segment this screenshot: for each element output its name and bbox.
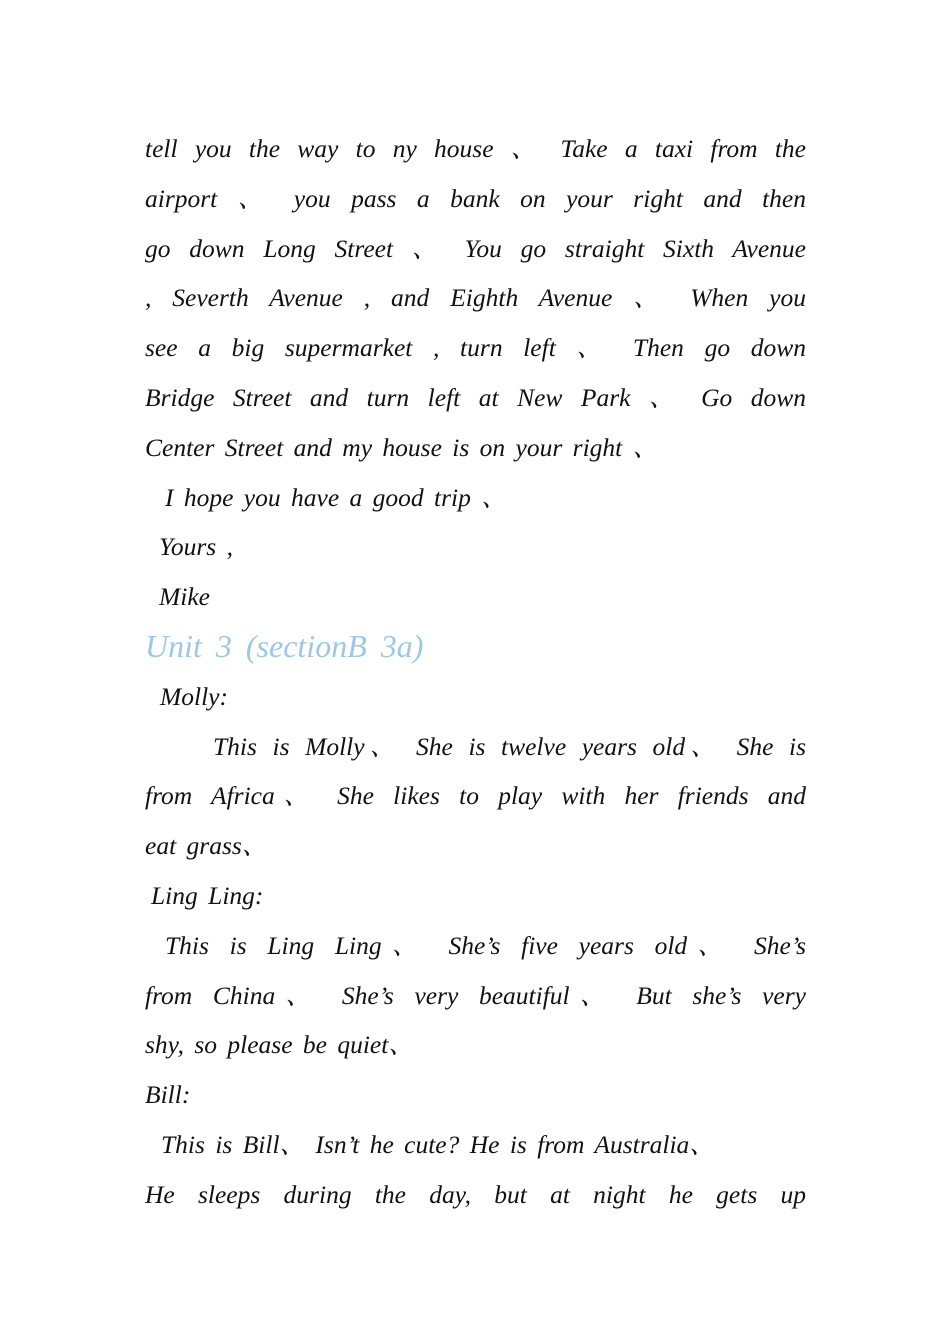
lingling-line-1: This is Ling Ling、 She’s five years old、 She’s: [165, 930, 806, 960]
section-heading: Unit 3 (sectionB 3a): [145, 627, 424, 664]
molly-line-1: This is Molly、 She is twelve years old、 She is: [213, 731, 806, 761]
molly-line-3: eat grass、: [145, 831, 268, 861]
letter-closing-wish: I hope you have a good trip 、: [165, 482, 507, 512]
lingling-name: Ling Ling:: [151, 880, 264, 910]
letter-line-6: Bridge Street and turn left at New Park 、 Go down: [145, 382, 806, 412]
document-page: [145, 124, 806, 1220]
letter-signature: Mike: [159, 582, 210, 612]
letter-line-7: Center Street and my house is on your right 、: [145, 432, 659, 462]
letter-line-3: go down Long Street 、 You go straight Sixth Avenue: [145, 233, 806, 263]
molly-line-2: from Africa、 She likes to play with her friends and: [145, 781, 806, 811]
letter-sign-off: Yours ,: [159, 532, 233, 562]
bill-line-1: This is Bill、 Isn’t he cute? He is from Australia、: [161, 1129, 715, 1159]
bill-line-2: He sleeps during the day, but at night he gets up: [145, 1179, 806, 1209]
letter-line-4: , Severth Avenue , and Eighth Avenue 、 When you: [145, 283, 806, 313]
letter-line-1: tell you the way to ny house 、 Take a taxi from the: [145, 134, 806, 163]
lingling-line-2: from China、 She’s very beautiful、 But she’s very: [145, 980, 806, 1010]
molly-name: Molly:: [160, 681, 228, 711]
letter-line-5: see a big supermarket , turn left 、 Then go down: [145, 333, 806, 363]
bill-name: Bill:: [145, 1080, 191, 1110]
letter-line-2: airport 、 you pass a bank on your right and then: [145, 183, 806, 213]
lingling-line-3: shy, so please be quiet、: [145, 1030, 414, 1060]
